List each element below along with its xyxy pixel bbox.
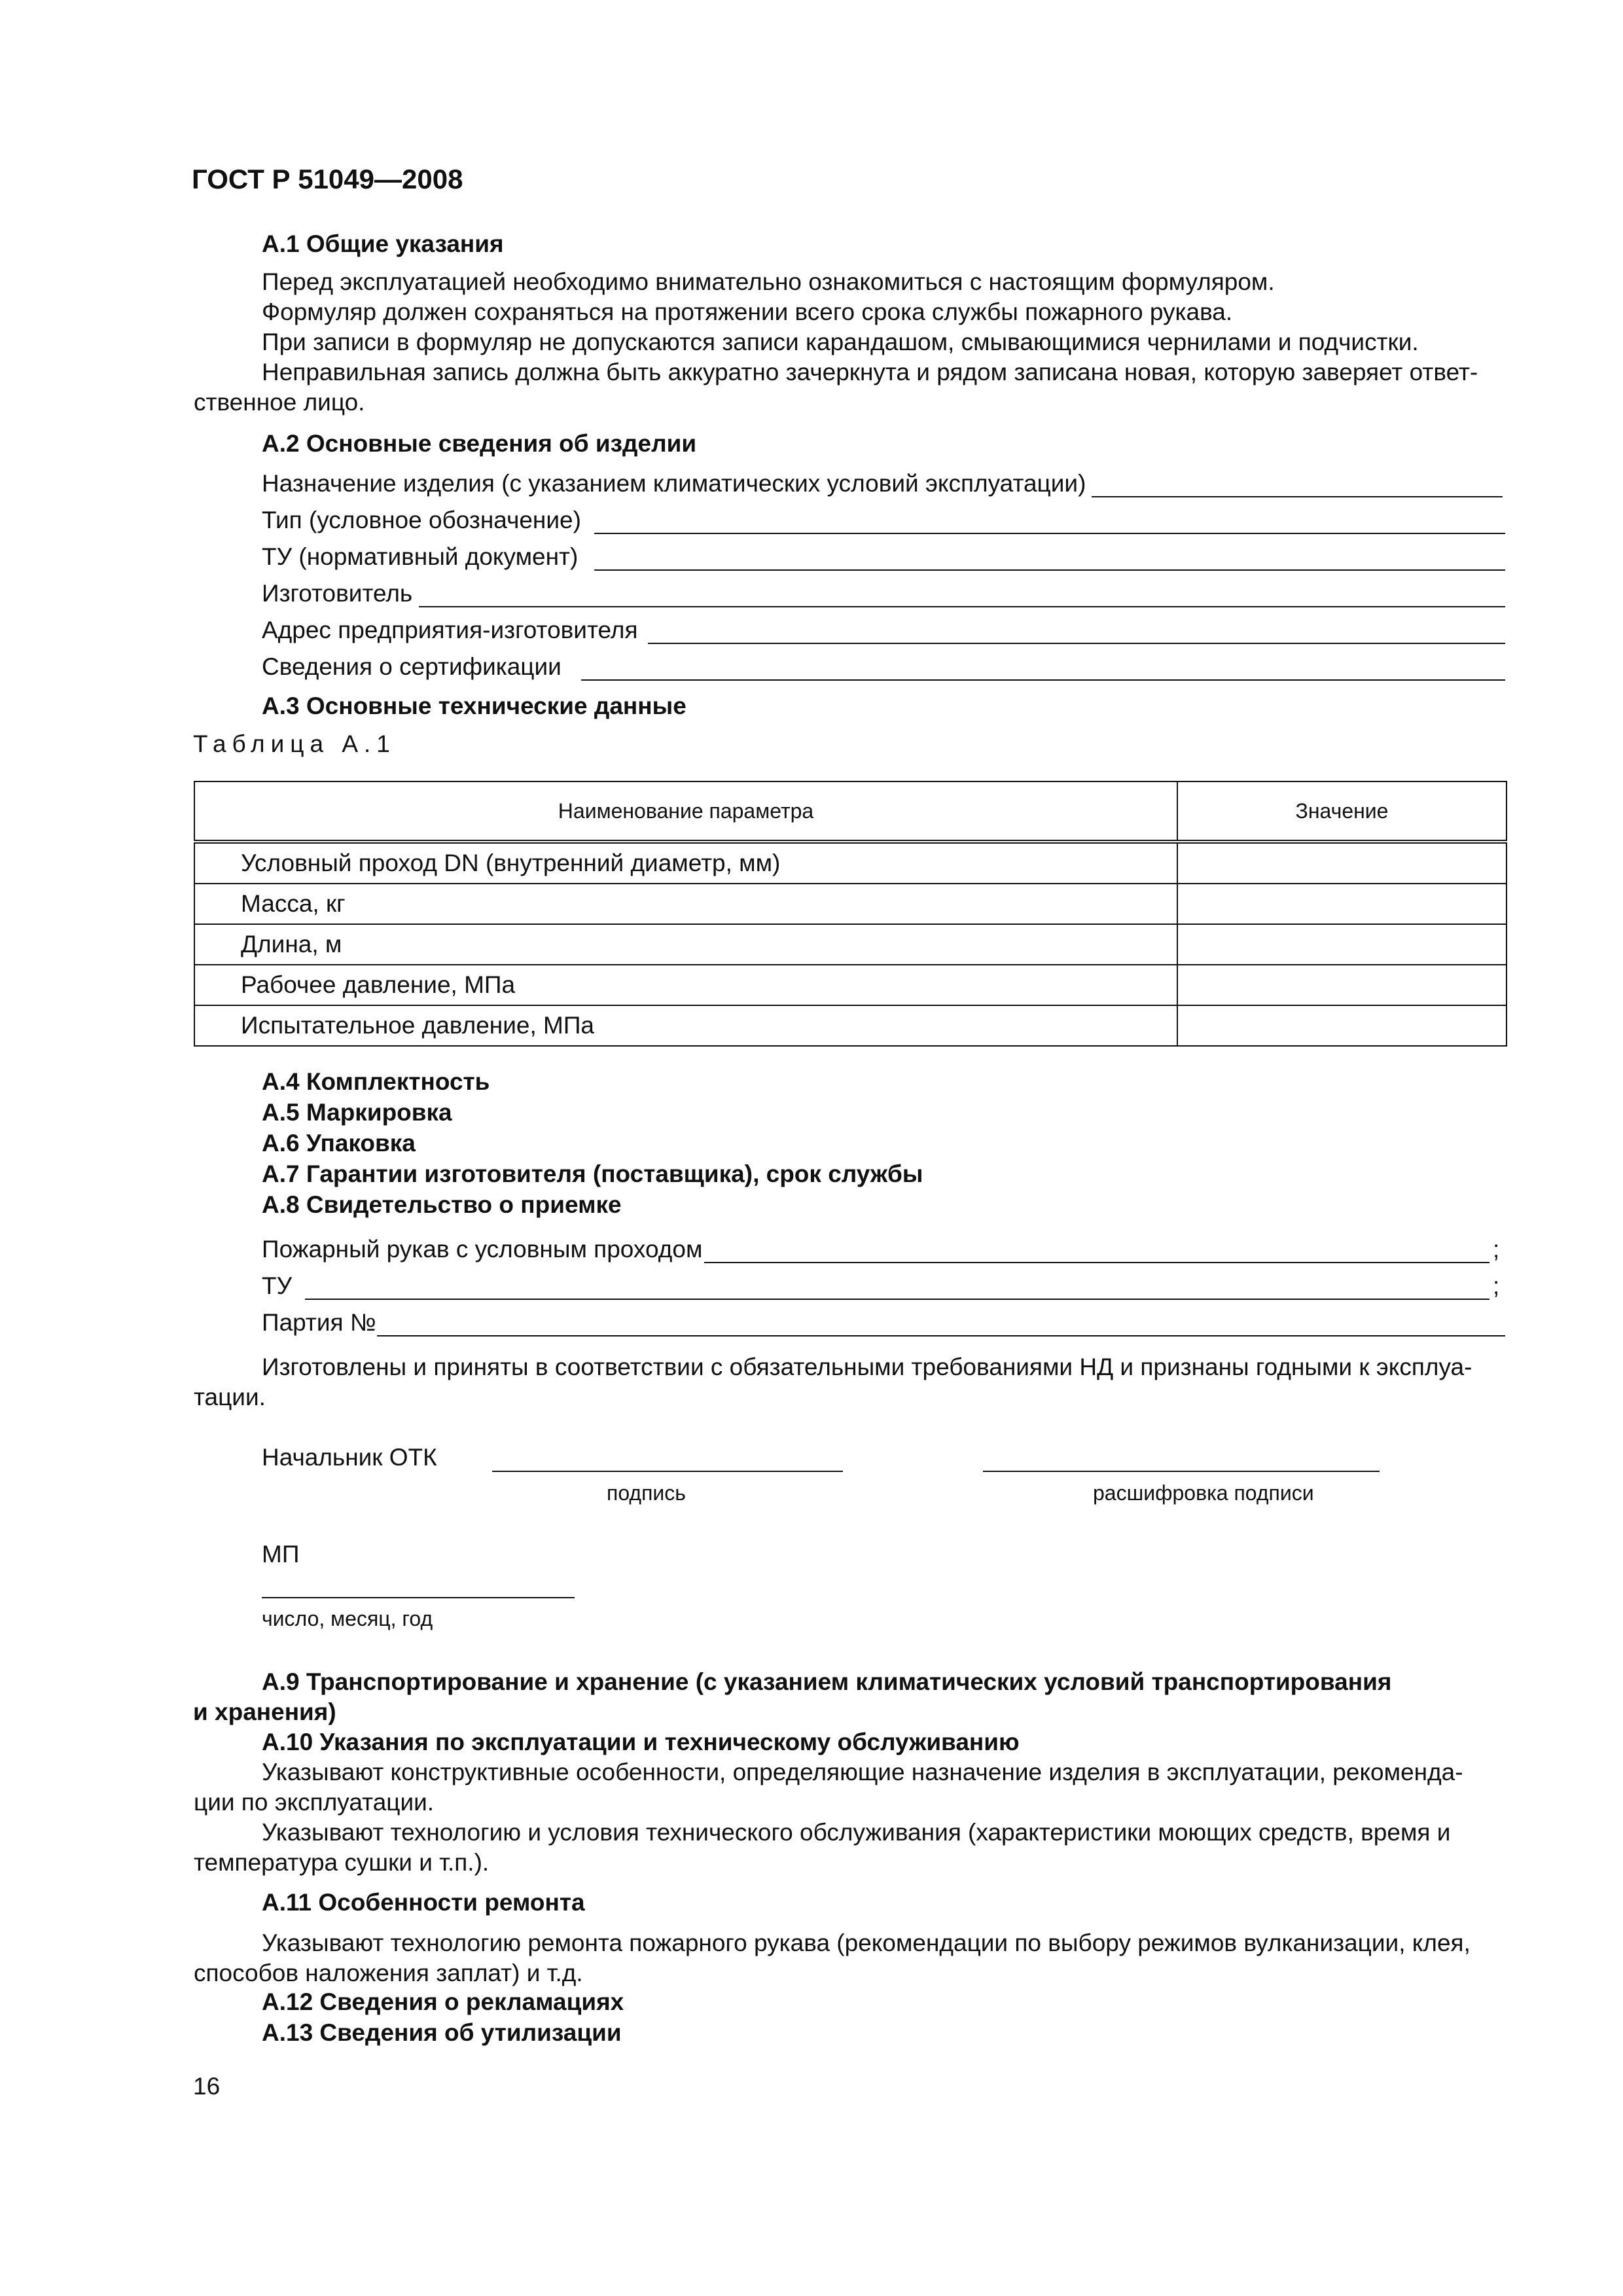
chief-otk-label: Начальник ОТК — [262, 1444, 437, 1471]
field-line-address[interactable] — [648, 643, 1505, 644]
signature-decoding-line[interactable] — [983, 1471, 1380, 1472]
table-cell-parameter: Условный проход DN (внутренний диаметр, мм) — [194, 842, 1177, 884]
section-a8-heading: А.8 Свидетельство о приемке — [262, 1191, 622, 1218]
table-cell-parameter: Рабочее давление, МПа — [194, 965, 1177, 1005]
field-line-certification[interactable] — [581, 679, 1505, 681]
signature-caption: подпись — [607, 1481, 686, 1505]
section-a12-heading: А.12 Сведения о рекламациях — [262, 1988, 624, 2015]
table-caption: Таблица А.1 — [193, 730, 396, 757]
table-header-row — [194, 781, 1507, 842]
table-cell-value[interactable] — [1177, 842, 1507, 884]
a1-paragraph-4-line-2: ственное лицо. — [194, 389, 365, 416]
section-a7-heading: А.7 Гарантии изготовителя (поставщика), срок службы — [262, 1160, 923, 1187]
a11-paragraph-line-2: способов наложения заплат) и т.д. — [194, 1960, 583, 1986]
a1-paragraph-1: Перед эксплуатацией необходимо внимательно ознакомиться с настоящим формуляром. — [262, 268, 1275, 295]
date-line[interactable] — [262, 1597, 575, 1598]
field-label-tu-acceptance: ТУ — [262, 1272, 293, 1299]
table-row — [194, 1005, 1507, 1046]
section-a6-heading: А.6 Упаковка — [262, 1130, 416, 1157]
table-header-value: Значение — [1177, 781, 1507, 842]
document-code: ГОСТ Р 51049—2008 — [192, 164, 463, 194]
field-label-purpose: Назначение изделия (с указанием климатических условий эксплуатации) — [262, 470, 1086, 497]
table-cell-value[interactable] — [1177, 884, 1507, 924]
field-end-semicolon: ; — [1493, 1272, 1500, 1299]
a10-paragraph-2-line-1: Указывают технологию и условия технического обслуживания (характеристики моющих средств, время и — [262, 1819, 1451, 1846]
table-cell-value[interactable] — [1177, 965, 1507, 1005]
table-row — [194, 884, 1507, 924]
a10-paragraph-1-line-1: Указывают конструктивные особенности, определяющие назначение изделия в эксплуатации, рекоменда- — [262, 1759, 1463, 1785]
table-row — [194, 924, 1507, 965]
field-line-manufacturer[interactable] — [419, 606, 1505, 607]
field-label-hose: Пожарный рукав с условным проходом — [262, 1236, 703, 1263]
field-label-address: Адрес предприятия-изготовителя — [262, 617, 638, 643]
field-label-tu: ТУ (нормативный документ) — [262, 543, 579, 570]
section-a10-heading: А.10 Указания по эксплуатации и техническому обслуживанию — [262, 1729, 1020, 1755]
field-label-certification: Сведения о сертификации — [262, 653, 562, 680]
signature-line[interactable] — [492, 1471, 843, 1472]
field-end-semicolon: ; — [1493, 1236, 1500, 1263]
section-a13-heading: А.13 Сведения об утилизации — [262, 2019, 622, 2046]
table-cell-value[interactable] — [1177, 1005, 1507, 1046]
table-header-parameter: Наименование параметра — [194, 781, 1177, 842]
table-cell-parameter: Масса, кг — [194, 884, 1177, 924]
field-label-batch: Партия № — [262, 1309, 376, 1336]
a10-paragraph-1-line-2: ции по эксплуатации. — [194, 1789, 435, 1816]
table-row — [194, 842, 1507, 884]
table-cell-parameter: Испытательное давление, МПа — [194, 1005, 1177, 1046]
signature-decoding-caption: расшифровка подписи — [1093, 1481, 1314, 1505]
section-a11-heading: А.11 Особенности ремонта — [262, 1889, 585, 1916]
acceptance-statement — [194, 1352, 1503, 1412]
acceptance-statement-line-2: тации. — [194, 1384, 266, 1410]
technical-data-table — [194, 781, 1507, 1047]
a10-paragraph-1 — [194, 1757, 1503, 1818]
acceptance-statement-line-1: Изготовлены и приняты в соответствии с обязательными требованиями НД и признаны годными к эксплуа- — [262, 1354, 1472, 1380]
section-a4-heading: А.4 Комплектность — [262, 1068, 490, 1095]
section-a1-heading: А.1 Общие указания — [262, 230, 504, 257]
stamp-label: МП — [262, 1541, 300, 1568]
field-line-purpose[interactable] — [1092, 496, 1503, 497]
table-cell-value[interactable] — [1177, 924, 1507, 965]
section-a5-heading: А.5 Маркировка — [262, 1099, 452, 1126]
table-row — [194, 965, 1507, 1005]
field-label-type: Тип (условное обозначение) — [262, 507, 581, 533]
field-line-hose[interactable] — [704, 1262, 1489, 1263]
a10-paragraph-2-line-2: температура сушки и т.п.). — [194, 1849, 490, 1876]
a1-paragraph-4 — [194, 357, 1503, 418]
section-a9-heading-continued: и хранения) — [193, 1698, 336, 1725]
a10-paragraph-2 — [194, 1818, 1503, 1878]
field-line-type[interactable] — [594, 533, 1505, 534]
field-line-batch[interactable] — [377, 1335, 1505, 1336]
field-line-tu[interactable] — [594, 569, 1505, 571]
a1-paragraph-2: Формуляр должен сохраняться на протяжении всего срока службы пожарного рукава. — [262, 298, 1233, 325]
section-a2-heading: А.2 Основные сведения об изделии — [262, 430, 697, 457]
a1-paragraph-3: При записи в формуляр не допускаются записи карандашом, смывающимися чернилами и подчистки. — [262, 329, 1419, 355]
date-caption: число, месяц, год — [262, 1607, 433, 1630]
section-a3-heading: А.3 Основные технические данные — [262, 692, 687, 719]
a11-paragraph-line-1: Указывают технологию ремонта пожарного рукава (рекомендации по выбору режимов вулканизации, клея, — [262, 1929, 1471, 1956]
table-cell-parameter: Длина, м — [194, 924, 1177, 965]
a11-paragraph — [194, 1928, 1503, 1988]
page-number: 16 — [193, 2073, 221, 2100]
section-a9-heading: А.9 Транспортирование и хранение (с указанием климатических условий транспортирования — [262, 1668, 1392, 1695]
field-line-tu-acceptance[interactable] — [305, 1299, 1489, 1300]
a1-paragraph-4-line-1: Неправильная запись должна быть аккуратно зачеркнута и рядом записана новая, которую заверяет ответ- — [262, 359, 1478, 386]
field-label-manufacturer: Изготовитель — [262, 580, 413, 607]
